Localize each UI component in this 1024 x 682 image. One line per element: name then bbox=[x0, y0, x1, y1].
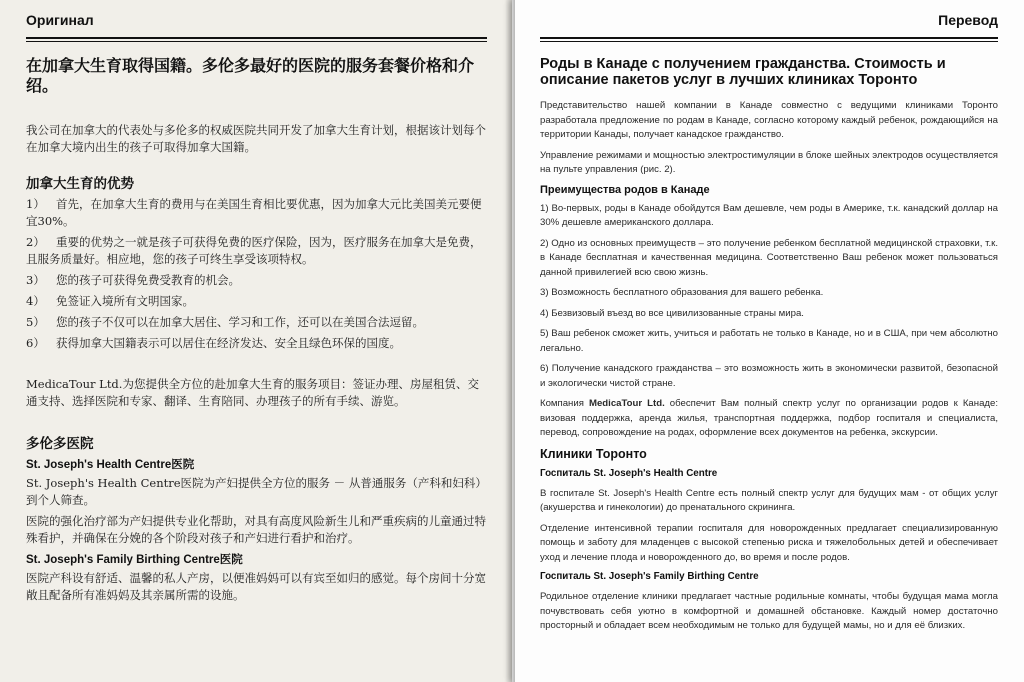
list-item: 2） 重要的优势之一就是孩子可获得免费的医疗保险，因为，医疗服务在加拿大是免费，且服务质量好。相应地，您的孩子可终生享受该项特权。 bbox=[26, 235, 482, 266]
original-label: Оригинал bbox=[26, 12, 94, 28]
original-advantages-list bbox=[26, 196, 487, 352]
list-item: 6) Получение канадского гражданства – это возможность жить в экономически развитой, безопасной и экологически чистой стране. bbox=[540, 363, 998, 389]
original-advantages-heading: 加拿大生育的优势 bbox=[26, 176, 134, 192]
translation-page bbox=[512, 0, 1024, 682]
translation-clinic1-p1: В госпитале St. Joseph's Health Centre есть полный спектр услуг для будущих мам - от общих услуг (акушерства и гинекологии) до пренатального скрининга. bbox=[540, 487, 998, 513]
list-item: 1） 首先，在加拿大生育的费用与在美国生育相比要优惠，因为加拿大元比美国美元要便宜30%。 bbox=[26, 197, 482, 228]
translation-advantages-heading: Преимущества родов в Канаде bbox=[540, 183, 710, 196]
original-clinic2-heading: St. Joseph's Family Birthing Centre医院 bbox=[26, 554, 243, 566]
list-item: 4) Безвизовый въезд во все цивилизованные страны мира. bbox=[540, 307, 804, 319]
list-item: 3） 您的孩子可获得免费受教育的机会。 bbox=[26, 273, 240, 287]
header-rule bbox=[540, 37, 998, 39]
original-clinic1-heading: St. Joseph's Health Centre医院 bbox=[26, 459, 195, 471]
original-services: MedicaTour Ltd.为您提供全方位的赴加拿大生育的服务项目：签证办理、房屋租赁、交通支持、选择医院和专家、翻译、生育陪同、办理孩子的所有手续、游览。 bbox=[26, 377, 479, 408]
list-item: 5） 您的孩子不仅可以在加拿大居住、学习和工作，还可以在美国合法逗留。 bbox=[26, 315, 424, 329]
list-item: 6） 获得加拿大国籍表示可以居住在经济发达、安全且绿色环保的国度。 bbox=[26, 336, 401, 350]
header-rule-thin bbox=[540, 41, 998, 42]
translation-label: Перевод bbox=[938, 12, 998, 28]
original-toronto-heading: 多伦多医院 bbox=[26, 436, 94, 452]
translation-clinic1-heading: Госпиталь St. Joseph's Health Centre bbox=[540, 467, 718, 479]
original-clinic2-p1: 医院产科设有舒适、温馨的私人产房，以便准妈妈可以有宾至如归的感觉。每个房间十分宽敞且配备所有准妈妈及其亲属所需的设施。 bbox=[26, 571, 486, 602]
header-rule bbox=[26, 37, 487, 39]
header-rule-thin bbox=[26, 41, 487, 42]
translation-title: Роды в Канаде с получением гражданства. Стоимость и описание пакетов услуг в лучших клиниках Торонто bbox=[540, 56, 946, 88]
translation-services: Компания MedicaTour Ltd. обеспечит Вам полный спектр услуг по организации родов к Канаде: визовая поддержка, аренда жилья, транспортная поддержка, подбор госпиталя и специалиста, перевод, сопровождение на родах, оформление всех документов на ребенка, экскурсии. bbox=[540, 398, 998, 438]
list-item: 1) Во-первых, роды в Канаде обойдутся Вам дешевле, чем роды в Америке, т.к. канадский доллар на 30% дешевле американского доллара. bbox=[540, 202, 998, 228]
original-clinic1-p2: 医院的强化治疗部为产妇提供专业化帮助，对具有高度风险新生儿和严重疾病的儿童通过特殊看护，并确保在分娩的各个阶段对孩子和产妇进行看护和治疗。 bbox=[26, 514, 486, 545]
list-item: 4） 免签证入境所有文明国家。 bbox=[26, 294, 194, 308]
page-gutter-shadow bbox=[505, 0, 515, 682]
translation-insert: Управление режимами и мощностью электростимуляции в блоке шейных электродов осуществляется на пульте управления (рис. 2). bbox=[540, 149, 998, 175]
original-intro: 我公司在加拿大的代表处与多伦多的权威医院共同开发了加拿大生育计划，根据该计划每个在加拿大境内出生的孩子可取得加拿大国籍。 bbox=[26, 123, 486, 154]
translation-clinic2-p1: Родильное отделение клиники предлагает частные родильные комнаты, чтобы будущая мама могла почувствовать себя уютно в комфортной и домашней обстановке. Каждый номер достаточно просторный и обладает всем необходимым не только для будущей мамы, но и для её близких. bbox=[540, 591, 998, 631]
translation-toronto-heading: Клиники Торонто bbox=[540, 446, 647, 461]
translation-clinic2-heading: Госпиталь St. Joseph's Family Birthing Centre bbox=[540, 571, 759, 582]
original-title: 在加拿大生育取得国籍。多伦多最好的医院的服务套餐价格和介绍。 bbox=[26, 56, 475, 95]
translation-intro: Представительство нашей компании в Канаде совместно с ведущими клиниками Торонто разработала предложение по родам в Канаде, согласно которому каждый ребенок, рождающийся на территории Канады, получает канадское гражданство. bbox=[540, 100, 998, 140]
list-item: 5) Ваш ребенок сможет жить, учиться и работать не только в Канаде, но и в США, при чем абсолютно легально. bbox=[540, 328, 998, 354]
company-name: MedicaTour Ltd. bbox=[588, 398, 665, 409]
translation-clinic1-p2: Отделение интенсивной терапии госпиталя для новорожденных предлагает специализированную помощь и заботу для младенцев с высокой степенью риска и тяжелобольных детей и обеспечивает уход и лечение плода и новорожденного до, во время и после родов. bbox=[540, 522, 998, 563]
list-item: 3) Возможность бесплатного образования для вашего ребенка. bbox=[540, 287, 824, 298]
list-item: 2) Одно из основных преимуществ – это получение ребенком бесплатной медицинской страховки, т.к. в Канаде бесплатная и качественная медицина. Соответственно Ваш ребенок может пользоваться данной привилегией всю свою жизнь. bbox=[540, 237, 998, 278]
original-clinic1-p1: St. Joseph's Health Centre医院为产妇提供全方位的服务 － 从普通服务（产科和妇科）到个人筛查。 bbox=[26, 476, 487, 507]
